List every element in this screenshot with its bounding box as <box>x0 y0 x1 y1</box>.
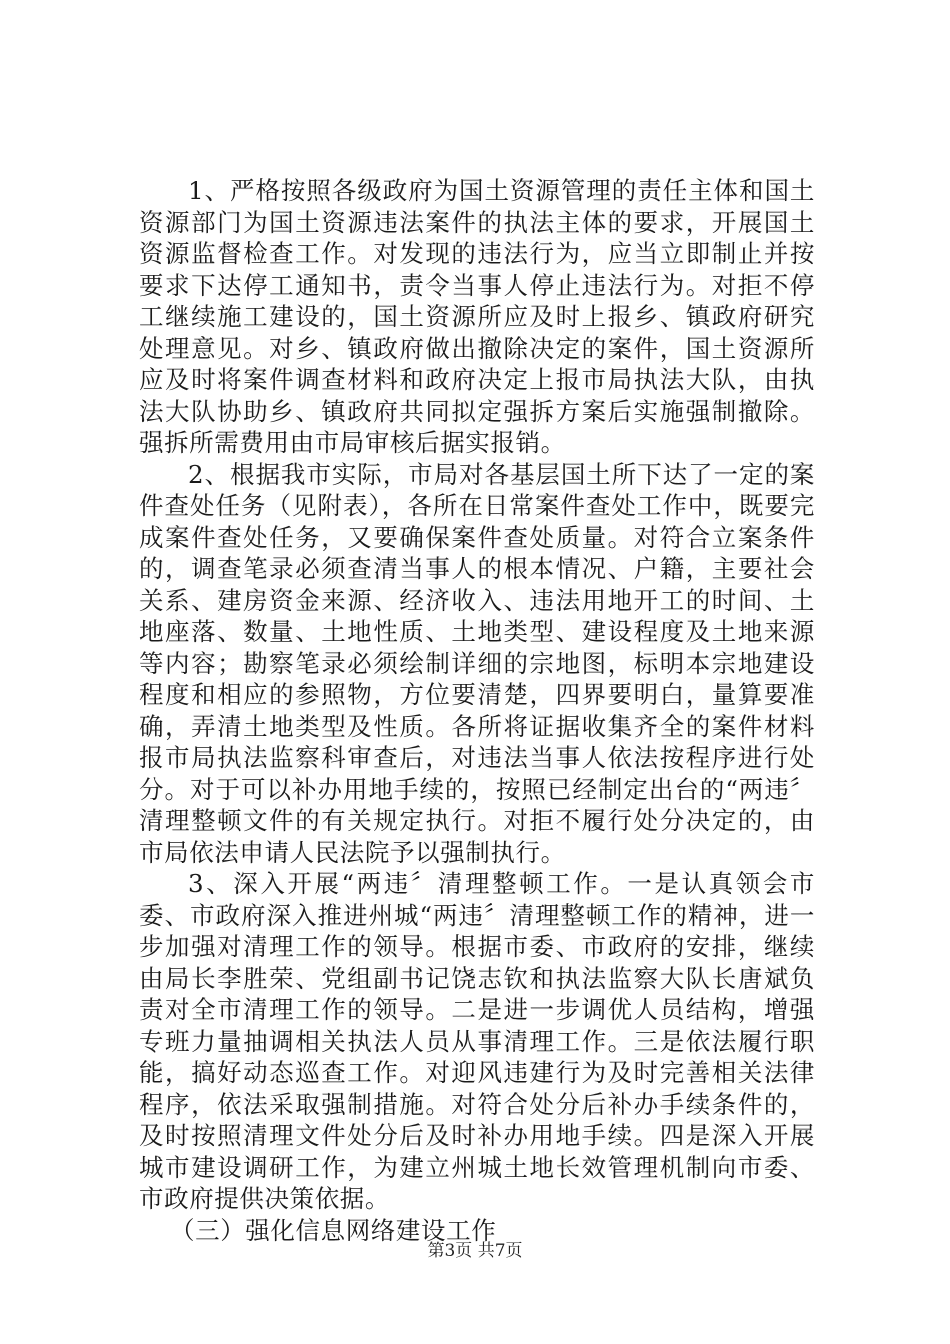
paragraph-3: 3、深入开展“两违〞清理整顿工作。一是认真领会市委、市政府深入推进州城“两违〞清理整顿工作的精神，进一步加强对清理工作的领导。根据市委、市政府的安排，继续由局长李胜荣、党组副书记饶志钦和执法监察大队长唐斌负责对全市清理工作的领导。二是进一步调优人员结构，增强专班力量抽调相关执法人员从事清理工作。三是依法履行职能，搞好动态巡查工作。对迎风违建行为及时完善相关法律程序，依法采取强制措施。对符合处分后补办手续条件的，及时按照清理文件处分后及时补办用地手续。四是深入开展城市建设调研工作，为建立州城土地长效管理机制向市委、市政府提供决策依据。 <box>139 869 815 1213</box>
paragraph-2: 2、根据我市实际，市局对各基层国土所下达了一定的案件查处任务（见附表），各所在日常案件查处工作中，既要完成案件查处任务，又要确保案件查处质量。对符合立案条件的，调查笔录必须查清当事人的根本情况、户籍，主要社会关系、建房资金来源、经济收入、违法用地开工的时间、土地座落、数量、土地性质、土地类型、建设程度及土地来源等内容；勘察笔录必须绘制详细的宗地图，标明本宗地建设程度和相应的参照物，方位要清楚，四界要明白，量算要准确，弄清土地类型及性质。各所将证据收集齐全的案件材料报市局执法监察科审查后，对违法当事人依法按程序进行处分。对于可以补办用地手续的，按照已经制定出台的“两违〞清理整顿文件的有关规定执行。对拒不履行处分决定的，由市局依法申请人民法院予以强制执行。 <box>139 459 815 867</box>
paragraph-1: 1、严格按照各级政府为国土资源管理的责任主体和国土资源部门为国土资源违法案件的执法主体的要求，开展国土资源监督检查工作。对发现的违法行为，应当立即制止并按要求下达停工通知书，责令当事人停止违法行为。对拒不停工继续施工建设的，国土资源所应及时上报乡、镇政府研究处理意见。对乡、镇政府做出撤除决定的案件，国土资源所应及时将案件调查材料和政府决定上报市局执法大队，由执法大队协助乡、镇政府共同拟定强拆方案后实施强制撤除。强拆所需费用由市局审核后据实报销。 <box>139 176 815 457</box>
document-body <box>139 175 815 1246</box>
page-footer <box>0 1236 950 1261</box>
section-heading: （三）强化信息网络建设工作 <box>170 1215 497 1245</box>
page-number-label: 第3页 共7页 <box>427 1241 523 1261</box>
